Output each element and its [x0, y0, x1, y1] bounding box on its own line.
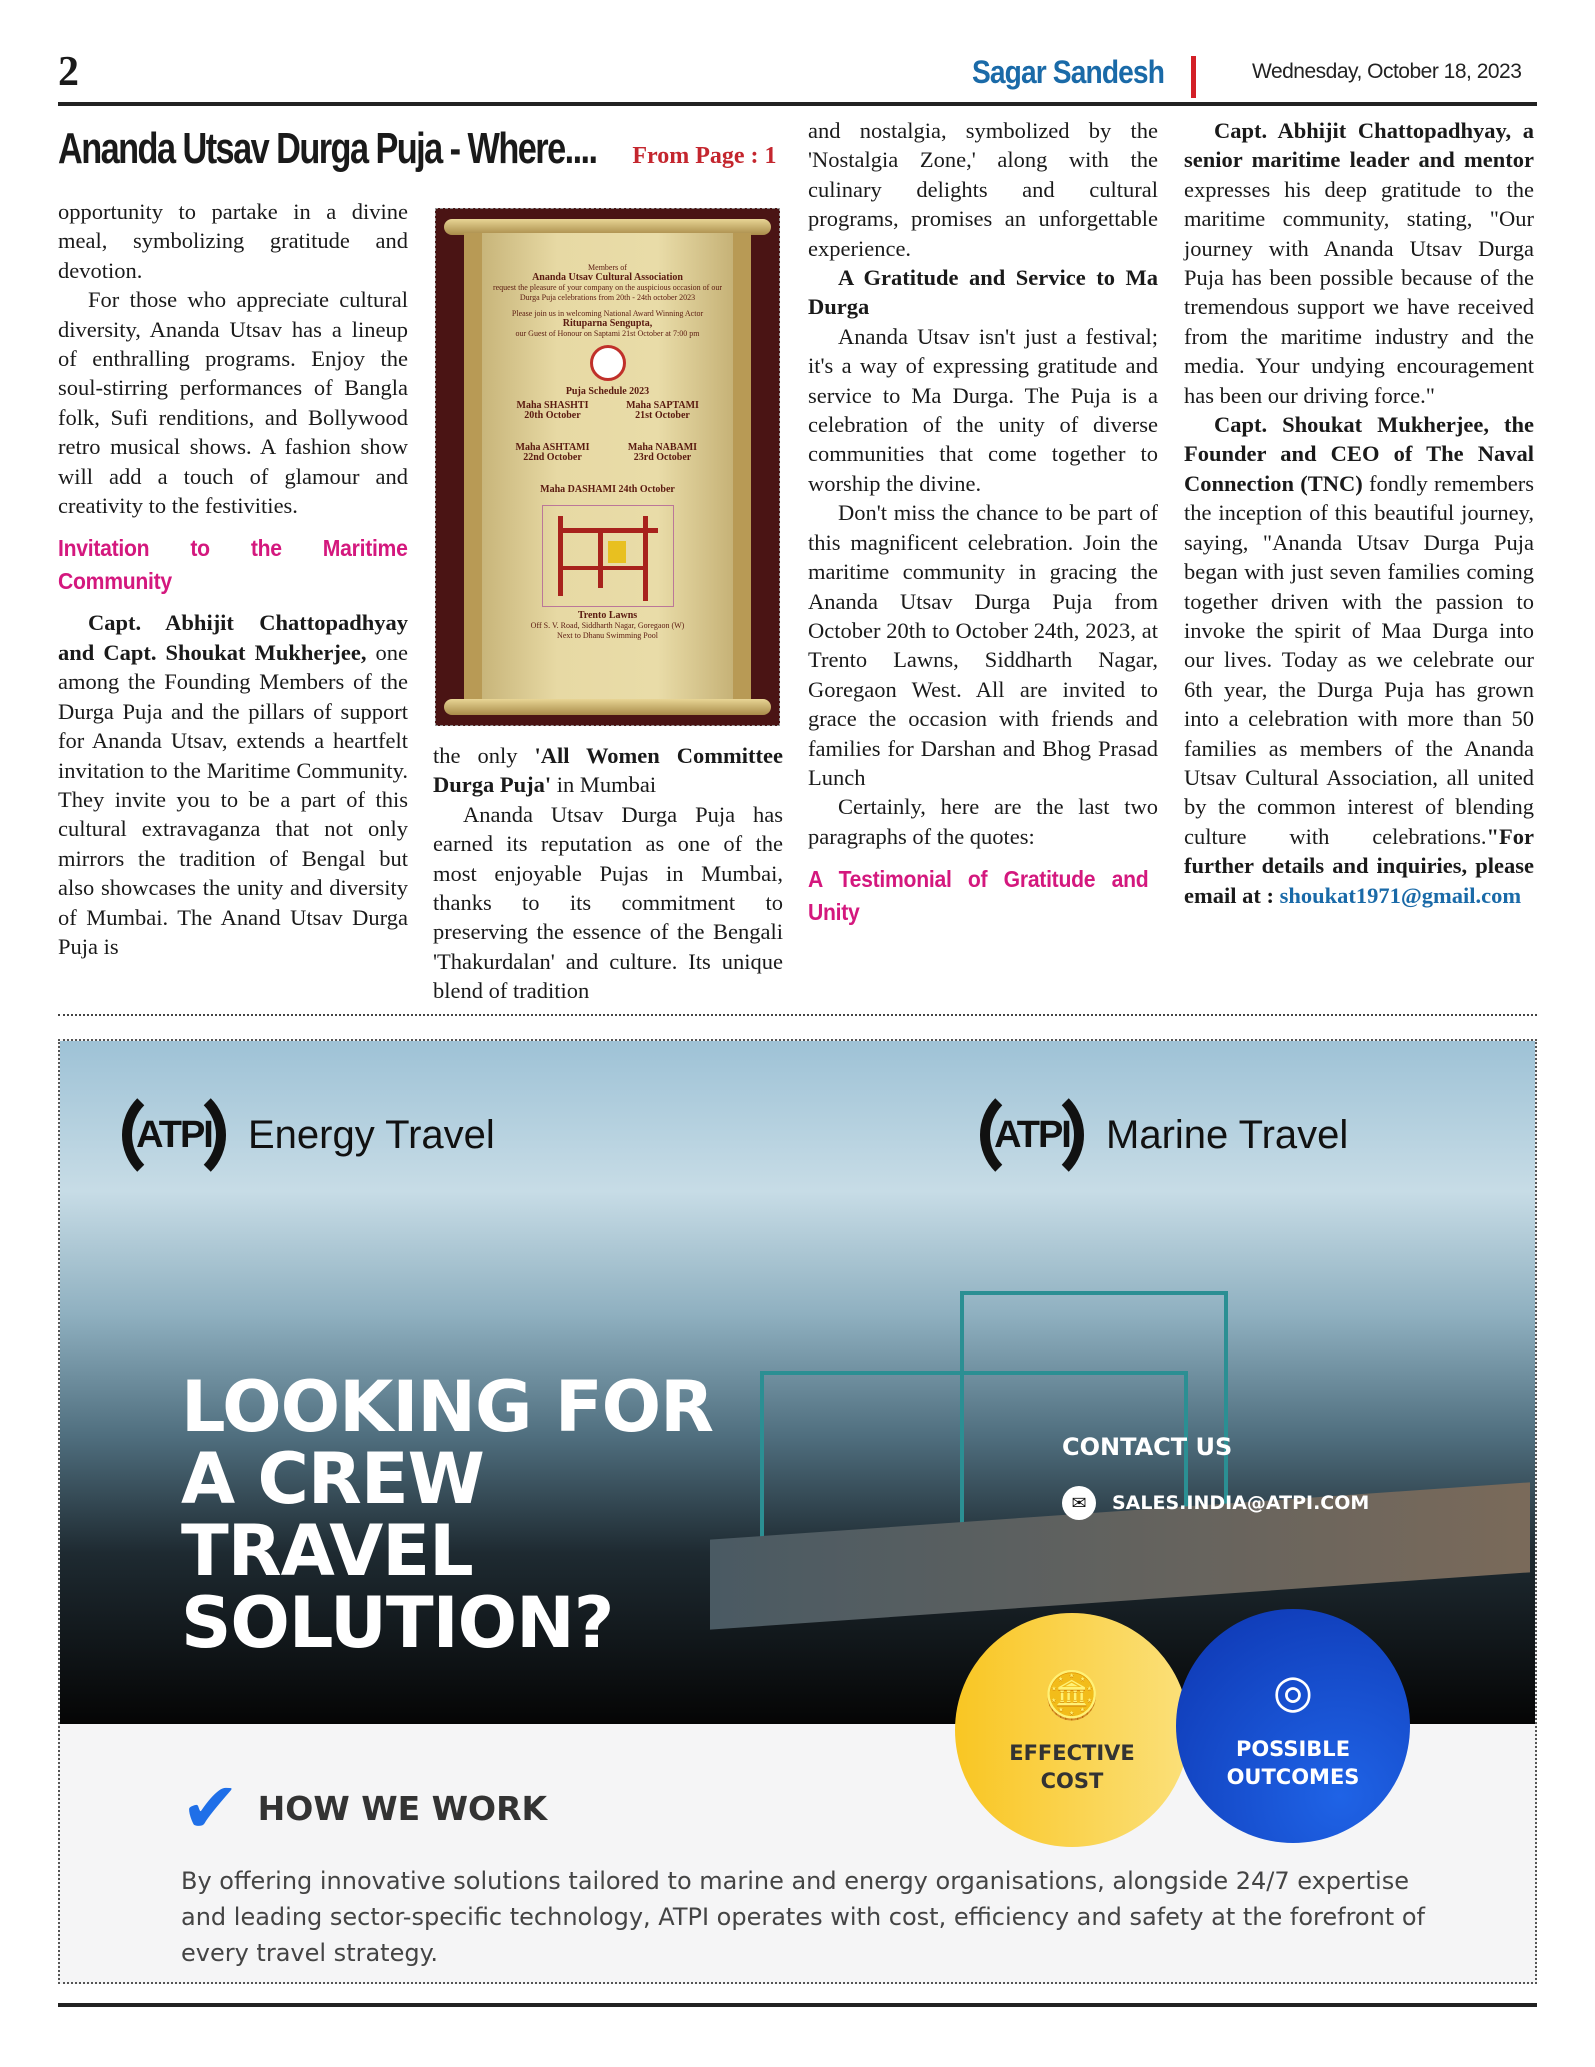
paragraph: Ananda Utsav isn't just a festival; it's a way of expressing gratitude and service to Ma Durga. The Puja is a celebration of the unity of diverse communities that come together to worship the divine.	[808, 323, 1158, 496]
paragraph-text: the only	[433, 743, 535, 768]
paragraph: Certainly, here are the last two paragraphs of the quotes:	[808, 794, 1158, 849]
schedule-day: Maha DASHAMI 24th October	[540, 484, 675, 495]
coins-icon: 🪙	[1043, 1668, 1101, 1722]
invite-request: request the pleasure of your company on the auspicious occasion of our Durga Puja celebrations from 20th - 24th october 2023	[492, 283, 723, 302]
section-heading: A Gratitude and Service to Ma Durga	[808, 265, 1158, 320]
atpi-marine-travel-logo	[980, 1083, 1348, 1187]
bold-tail: "For further details and inquiries, please email at :	[1184, 823, 1534, 908]
bold-lead: Capt. Abhijit Chattopadhyay and Capt. Shoukat Mukherjee,	[58, 610, 408, 665]
invite-guest: Rituparna Sengupta,	[562, 318, 653, 329]
paragraph	[1184, 410, 1534, 910]
headline-line: A CREW	[181, 1438, 484, 1520]
masthead-logo: Sagar Sandesh	[972, 54, 1165, 90]
paragraph	[58, 608, 408, 961]
badge-text: COST	[1040, 1769, 1104, 1793]
paragraph-text: one among the Founding Members of the Durga Puja and the pillars of support for Ananda Utsav, extends a heartfelt invitation to the Maritime Community. They invite you to be a part of this cultural extravaganza that not only mirrors the tradition of Bengal but also showcases the unity and diversity of Mumbai. The Anand Utsav Durga Puja is	[58, 639, 408, 959]
headline-line: TRAVEL	[181, 1510, 473, 1592]
logo-text: Marine Travel	[1106, 1112, 1349, 1157]
paragraph	[433, 741, 783, 800]
checkmark-icon: ✔	[181, 1767, 240, 1849]
atpi-advertisement	[58, 1039, 1537, 1984]
invitation-scroll	[464, 233, 751, 701]
scroll-rod-bottom	[444, 699, 771, 715]
schedule-day: Maha SHASHTI 20th October	[516, 400, 589, 421]
invite-welcome: Please join us in welcoming National Award Winning Actor	[511, 309, 704, 318]
venue-name: Trento Lawns	[577, 610, 638, 621]
schedule-day: Maha NABAMI 23rd October	[627, 442, 698, 463]
headline-line: SOLUTION?	[181, 1582, 614, 1664]
section-divider	[58, 1014, 1537, 1016]
headline-line: LOOKING FOR	[181, 1366, 714, 1448]
paragraph: opportunity to partake in a divine meal, symbolizing gratitude and devotion.	[58, 199, 408, 283]
article-headline	[58, 124, 777, 174]
article-column-2	[433, 741, 783, 1006]
schedule-day: Maha ASHTAMI 22nd October	[515, 442, 590, 463]
ad-headline	[181, 1366, 714, 1664]
how-we-work-text: HOW WE WORK	[257, 1788, 548, 1828]
bold-lead: Capt. Shoukat Mukherjee, the Founder and CEO of The Naval Connection (TNC)	[1184, 412, 1534, 496]
ananda-utsav-logo	[590, 345, 626, 381]
bold-lead: Capt. Abhijit Chattopadhyay, a senior maritime leader and mentor	[1184, 118, 1534, 173]
possible-outcomes-badge	[1176, 1609, 1410, 1843]
contact-us-label: CONTACT US	[1062, 1433, 1233, 1461]
bold-phrase: 'All Women Committee Durga Puja'	[433, 743, 783, 798]
article-column-3	[808, 116, 1158, 939]
venue-address: Off S. V. Road, Siddharth Nagar, Goregaon (W)	[530, 621, 685, 630]
envelope-icon: ✉	[1062, 1486, 1096, 1520]
badge-text: OUTCOMES	[1226, 1765, 1360, 1789]
masthead-divider	[1191, 56, 1196, 98]
badge-text: EFFECTIVE	[1009, 1741, 1135, 1765]
atpi-mark: ATPI	[122, 1083, 226, 1187]
invite-guest-note: our Guest of Honour on Saptami 21st October at 7:00 pm	[515, 329, 700, 338]
atpi-energy-travel-logo	[122, 1083, 495, 1187]
schedule-title: Puja Schedule 2023	[565, 386, 650, 397]
headline-text: Ananda Utsav Durga Puja - Where....	[58, 124, 597, 173]
badge-text: POSSIBLE	[1235, 1737, 1351, 1761]
venue-map	[542, 505, 674, 607]
paragraph-text: in Mumbai	[551, 772, 657, 798]
invite-org: Ananda Utsav Cultural Association	[532, 272, 683, 283]
article-column-1	[58, 197, 408, 961]
how-we-work-heading	[181, 1767, 548, 1849]
paragraph	[1184, 116, 1534, 410]
schedule-day: Maha SAPTAMI 21st October	[626, 400, 699, 421]
logo-text: Energy Travel	[248, 1112, 495, 1157]
venue-landmark: Next to Dhanu Swimming Pool	[557, 631, 658, 640]
footer-rule	[58, 2003, 1537, 2007]
invitation-image	[435, 208, 780, 726]
paragraph: Ananda Utsav Durga Puja has earned its reputation as one of the most enjoyable Pujas in Mumbai, thanks to its commitment to preserving the essence of the Bengali 'Thakurdalan' and culture. Its unique blend of tradition	[433, 801, 783, 1004]
ad-email[interactable]: SALES.INDIA@ATPI.COM	[1112, 1492, 1370, 1514]
continued-from: From Page : 1	[632, 143, 777, 169]
effective-cost-badge	[955, 1613, 1189, 1847]
contact-email[interactable]	[1062, 1486, 1369, 1520]
paragraph-text: fondly remembers the inception of this beautiful journey, saying, "Ananda Utsav Durga Puja began with just seven families coming together driven with the passion to invoke the spirit of Maa Durga into our lives. Today as we celebrate our 6th year, the Durga Puja has grown into a celebration with more than 50 families as members of the Ananda Utsav Cultural Association, all united by the common interest of blending culture with celebrations.	[1184, 470, 1534, 849]
page-number: 2	[58, 49, 79, 95]
paragraph: Don't miss the chance to be part of this magnificent celebration. Join the maritime community in gracing the Ananda Utsav Durga Puja from October 20th to October 24th, 2023, at Trento Lawns, Siddharth Nagar, Goregaon West. All are invited to grace the occasion with friends and families for Darshan and Bhog Prasad Lunch	[808, 500, 1158, 790]
subheading: A Testimonial of Gratitude and Unity	[808, 866, 1149, 926]
paragraph: For those who appreciate cultural diversity, Ananda Utsav has a lineup of enthralling programs. Enjoy the soul-stirring performances of Bangla folk, Sufi renditions, and Bollywood retro musical shows. A fashion show will add a touch of glamour and creativity to the festivities.	[58, 287, 408, 519]
target-icon: ◎	[1272, 1664, 1314, 1718]
invite-intro: Members of	[588, 263, 627, 272]
header-rule	[58, 102, 1537, 106]
atpi-mark: ATPI	[980, 1083, 1084, 1187]
paragraph: and nostalgia, symbolized by the 'Nostalgia Zone,' along with the culinary delights and cultural programs, promises an unforgettable experience.	[808, 118, 1158, 261]
ad-description: By offering innovative solutions tailored to marine and energy organisations, alongside 24/7 expertise and leading sector-specific technology, ATPI operates with cost, efficiency and safety at the forefront of every travel strategy.	[181, 1867, 1425, 1967]
contact-email-link[interactable]: shoukat1971@gmail.com	[1279, 882, 1522, 908]
issue-date: Wednesday, October 18, 2023	[1252, 60, 1522, 83]
subheading: Invitation to the Maritime Community	[58, 535, 408, 595]
paragraph-text: expresses his deep gratitude to the maritime community, stating, "Our journey with Ananda Utsav Durga Puja has been possible because of the tremendous support we have received from the maritime industry and the media. Your undying encouragement has been our driving force."	[1184, 176, 1534, 408]
article-column-4	[1184, 116, 1534, 910]
